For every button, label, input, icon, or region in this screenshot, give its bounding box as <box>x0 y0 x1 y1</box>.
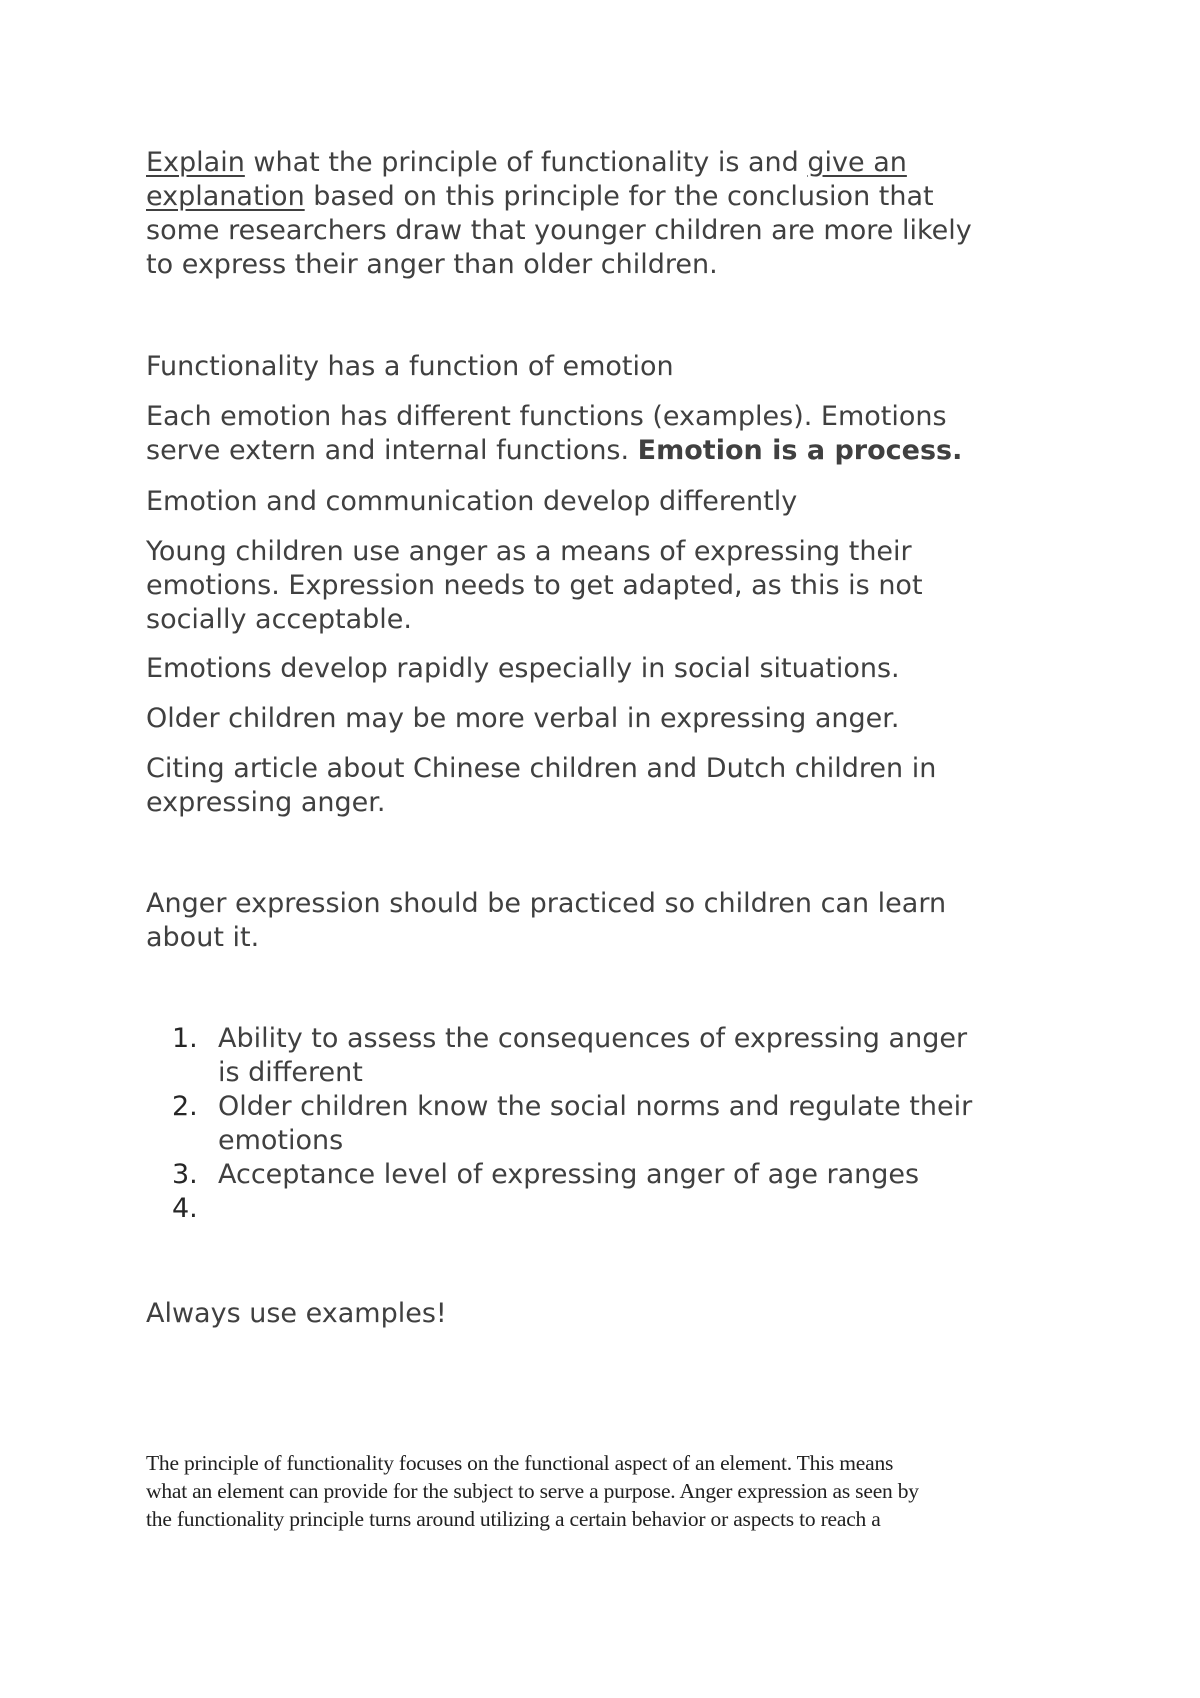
question-line: to express their anger than older children. <box>146 249 718 280</box>
note-older-children: Older children may be more verbal in expressing anger. <box>146 703 900 734</box>
explain-link: Explain <box>146 147 245 178</box>
note-anger-practice: Anger expression should be practiced so children can learn about it. <box>146 888 947 953</box>
emotion-process-bold: Emotion is a process. <box>637 435 963 466</box>
reminder-text: Always use examples! <box>146 1298 447 1329</box>
note-communication: Emotion and communication develop differently <box>146 486 798 517</box>
document-page: Explain what the principle of functionality is and give an explanation based on this principle for the conclusion that some researchers draw that younger children are more likely to express their anger than older children. Functionality has a function of emotion Each emotion has different functions (examples). Emotions serve extern and internal functions. Emotion is a process. Emotion and communication develop differently Young children use anger as a means of expressing their emotions. Expression needs to get adapted, as this is not socially acceptable. Emotions develop rapidly especially in social situations. Older children may be more verbal in expressing anger. Citing article about Chinese children and Dutch children in expressing anger. Anger expression should be practiced so children can learn about it. 1. Ability to assess the consequences of expressing anger is different 2. Older children know the social norms and regulate their emotions 3. Acceptance level of expressing anger of age ranges 4. Always use examples! The principle of functionality focuses on the functional aspect of an element. This means what an element can provide for the subject to serve a purpose. Anger expression as seen by the functionality principle turns around utilizing a certain behavior or aspects to reach a <box>0 0 1200 1698</box>
explanation-link: explanation <box>146 181 305 212</box>
note-young-children: Young children use anger as a means of expressing their emotions. Expression needs to get adapted, as this is not socially acceptable. <box>146 536 923 635</box>
note-functionality: Functionality has a function of emotion <box>146 351 674 382</box>
note-citing-article: Citing article about Chinese children and Dutch children in expressing anger. <box>146 753 937 818</box>
answer-paragraph: The principle of functionality focuses on the functional aspect of an element. This means what an element can provide for the subject to serve a purpose. Anger expression as seen by the functionality principle turns around utilizing a certain behavior or aspects to reach a <box>146 1451 919 1531</box>
note-emotions-develop: Emotions develop rapidly especially in social situations. <box>146 653 900 684</box>
give-an-explanation-link: give an <box>807 147 907 178</box>
question-paragraph: Explain what the principle of functionality is and give an explanation based on this principle for the conclusion that some researchers draw that younger children are more likely to express their anger than older children. <box>146 146 1066 282</box>
note-each-emotion: Each emotion has different functions (examples). Emotions serve extern and internal functions. Emotion is a process. <box>146 401 963 466</box>
question-line: some researchers draw that younger children are more likely <box>146 215 972 246</box>
